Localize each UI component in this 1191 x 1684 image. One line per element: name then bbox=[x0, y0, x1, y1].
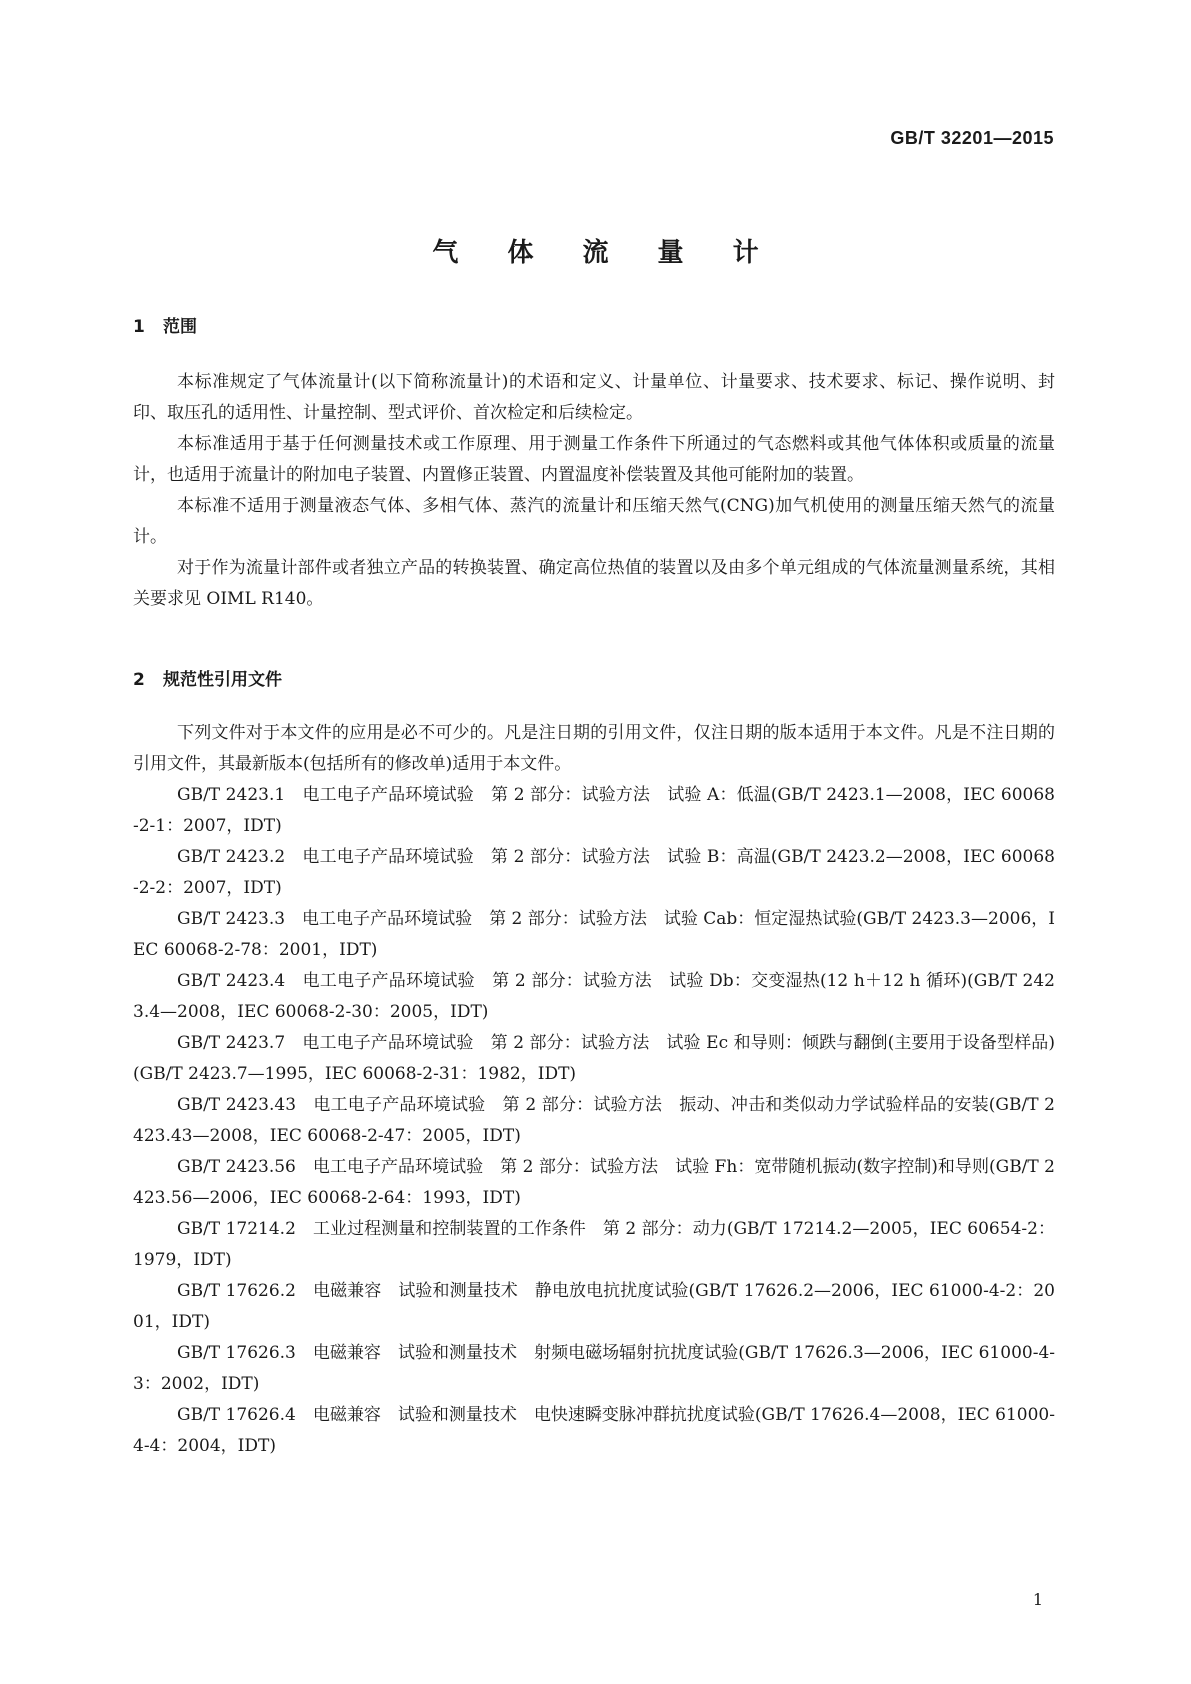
paragraph: 本标准不适用于测量液态气体、多相气体、蒸汽的流量计和压缩天然气(CNG)加气机使用的测量压缩天然气的流量计。 bbox=[133, 496, 1055, 547]
section-body-normative-references bbox=[133, 718, 1055, 1462]
standard-code: GB/T 32201—2015 bbox=[890, 128, 1054, 148]
reference-entry: GB/T 2423.4 电工电子产品环境试验 第 2 部分：试验方法 试验 Db：交变湿热(12 h＋12 h 循环)(GB/T 2423.4—2008，IEC 60068-2-30：2005，IDT) bbox=[133, 971, 1055, 1022]
section-title: 规范性引用文件 bbox=[163, 670, 282, 690]
reference-entry: GB/T 2423.1 电工电子产品环境试验 第 2 部分：试验方法 试验 A：低温(GB/T 2423.1—2008，IEC 60068-2-1：2007，IDT) bbox=[133, 785, 1055, 836]
paragraph: 本标准适用于基于任何测量技术或工作原理、用于测量工作条件下所通过的气态燃料或其他气体体积或质量的流量计，也适用于流量计的附加电子装置、内置修正装置、内置温度补偿装置及其他可能附加的装置。 bbox=[133, 434, 1055, 485]
reference-entry: GB/T 2423.43 电工电子产品环境试验 第 2 部分：试验方法 振动、冲击和类似动力学试验样品的安装(GB/T 2423.43—2008，IEC 60068-2-47：2005，IDT) bbox=[133, 1095, 1055, 1146]
section-number: 1 bbox=[133, 317, 145, 337]
reference-entry: GB/T 2423.56 电工电子产品环境试验 第 2 部分：试验方法 试验 Fh：宽带随机振动(数字控制)和导则(GB/T 2423.56—2006，IEC 60068-2-64：1993，IDT) bbox=[133, 1157, 1055, 1208]
page-number: 1 bbox=[1032, 1590, 1043, 1609]
reference-entry: GB/T 2423.3 电工电子产品环境试验 第 2 部分：试验方法 试验 Cab：恒定湿热试验(GB/T 2423.3—2006，IEC 60068-2-78：2001，IDT) bbox=[133, 909, 1055, 960]
section-title: 范围 bbox=[163, 317, 197, 337]
paragraph: 本标准规定了气体流量计(以下简称流量计)的术语和定义、计量单位、计量要求、技术要求、标记、操作说明、封印、取压孔的适用性、计量控制、型式评价、首次检定和后续检定。 bbox=[133, 372, 1055, 423]
paragraph: 下列文件对于本文件的应用是必不可少的。凡是注日期的引用文件，仅注日期的版本适用于本文件。凡是不注日期的引用文件，其最新版本(包括所有的修改单)适用于本文件。 bbox=[133, 723, 1055, 774]
section-heading-scope bbox=[133, 312, 197, 337]
reference-entry: GB/T 17214.2 工业过程测量和控制装置的工作条件 第 2 部分：动力(GB/T 17214.2—2005，IEC 60654-2：1979，IDT) bbox=[133, 1219, 1055, 1270]
section-body-scope bbox=[133, 367, 1055, 615]
paragraph: 对于作为流量计部件或者独立产品的转换装置、确定高位热值的装置以及由多个单元组成的气体流量测量系统，其相关要求见 OIML R140。 bbox=[133, 558, 1055, 609]
reference-entry: GB/T 2423.7 电工电子产品环境试验 第 2 部分：试验方法 试验 Ec 和导则：倾跌与翻倒(主要用于设备型样品)(GB/T 2423.7—1995，IEC 60068-2-31：1982，IDT) bbox=[133, 1033, 1055, 1084]
section-number: 2 bbox=[133, 670, 145, 690]
section-heading-normative-references bbox=[133, 665, 282, 690]
reference-entry: GB/T 17626.3 电磁兼容 试验和测量技术 射频电磁场辐射抗扰度试验(GB/T 17626.3—2006，IEC 61000-4-3：2002，IDT) bbox=[133, 1343, 1055, 1394]
reference-entry: GB/T 2423.2 电工电子产品环境试验 第 2 部分：试验方法 试验 B：高温(GB/T 2423.2—2008，IEC 60068-2-2：2007，IDT) bbox=[133, 847, 1055, 898]
reference-entry: GB/T 17626.2 电磁兼容 试验和测量技术 静电放电抗扰度试验(GB/T 17626.2—2006，IEC 61000-4-2：2001，IDT) bbox=[133, 1281, 1055, 1332]
reference-entry: GB/T 17626.4 电磁兼容 试验和测量技术 电快速瞬变脉冲群抗扰度试验(GB/T 17626.4—2008，IEC 61000-4-4：2004，IDT) bbox=[133, 1405, 1055, 1456]
document-title: 气 体 流 量 计 bbox=[432, 238, 779, 268]
